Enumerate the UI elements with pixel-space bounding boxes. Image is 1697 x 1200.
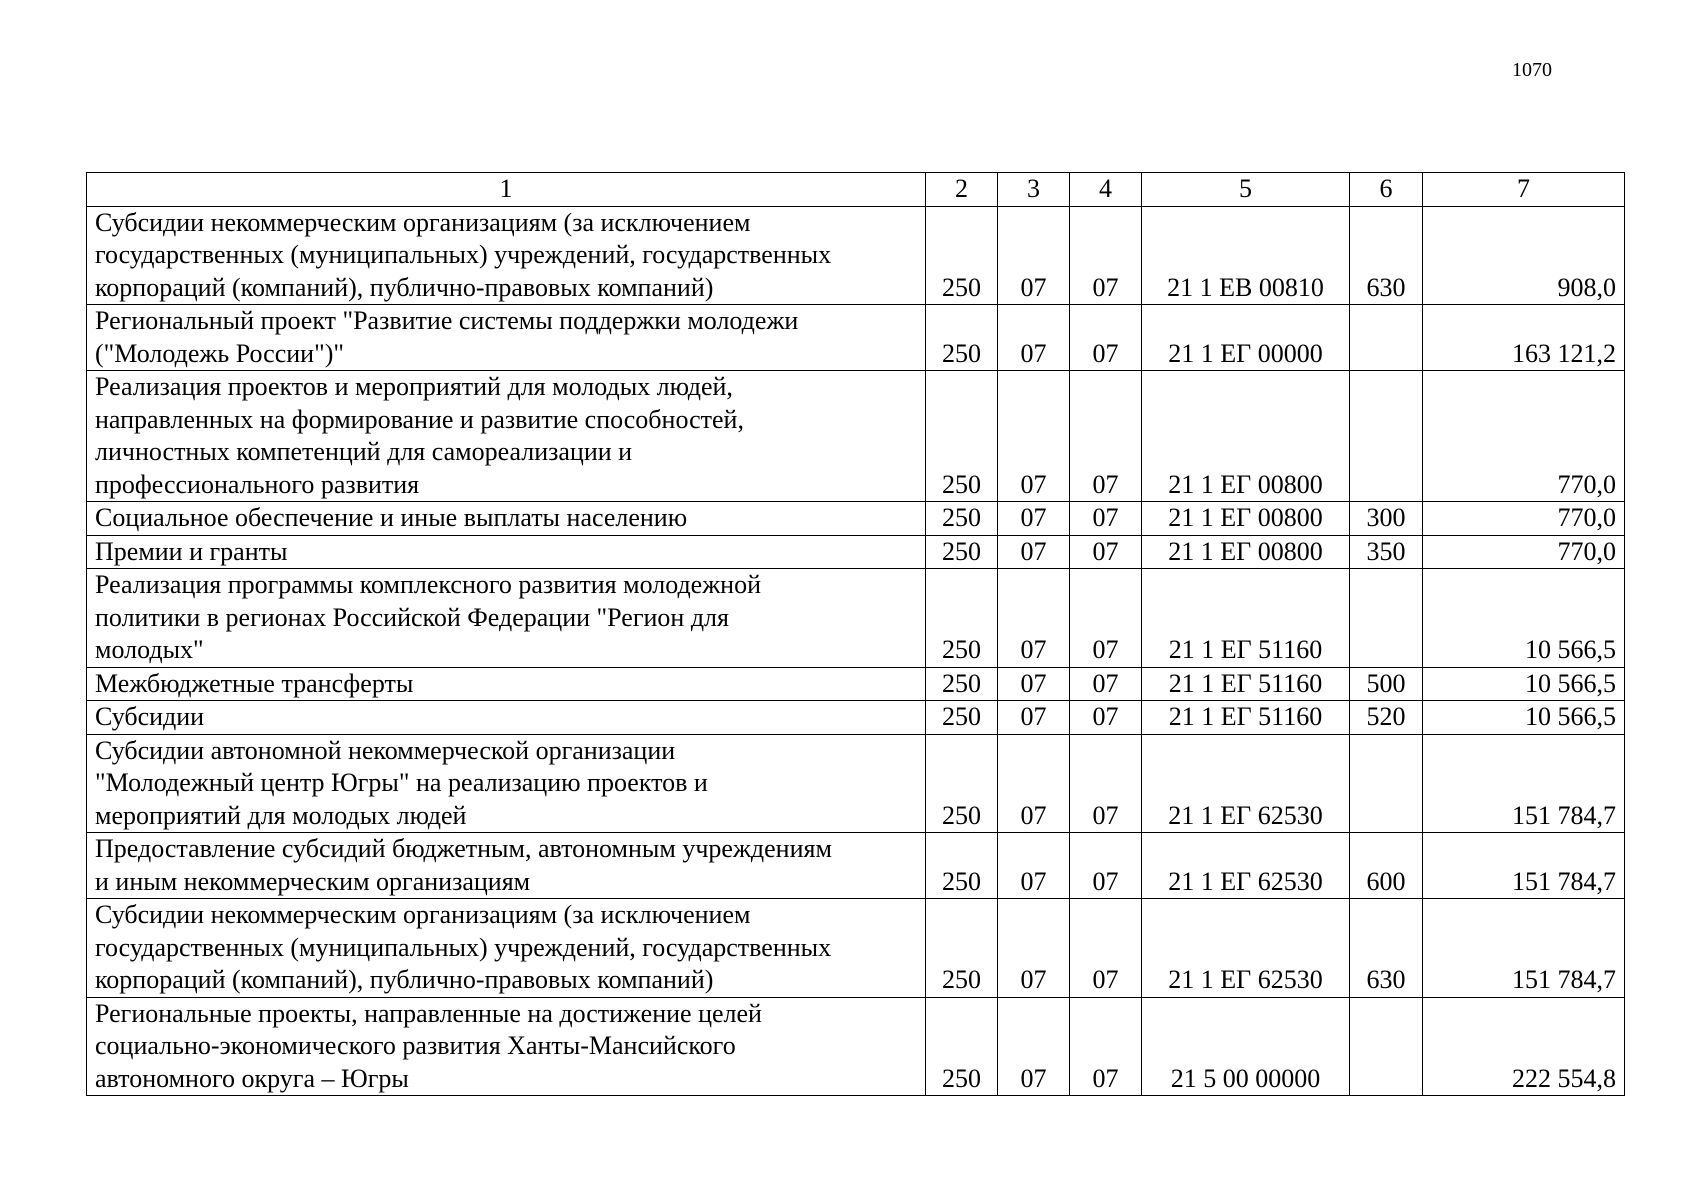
row-admin-code: 250 [926,305,998,371]
row-subsection: 07 [1070,667,1142,701]
row-amount: 222 554,8 [1423,997,1625,1096]
row-section: 07 [998,535,1070,569]
row-name: Премии и гранты [87,535,926,569]
row-expense-type: 600 [1350,833,1423,899]
row-name: Региональный проект "Развитие системы поддержки молодежи ("Молодежь России")" [87,305,926,371]
row-section: 07 [998,305,1070,371]
row-expense-type: 630 [1350,899,1423,998]
header-col-7: 7 [1423,173,1625,207]
table-row [87,997,1625,1096]
row-target-article: 21 5 00 00000 [1142,997,1350,1096]
row-name: Субсидии некоммерческим организациям (за исключением государственных (муниципальных) учреждений, государственных корпораций (компаний), публично-правовых компаний) [87,206,926,305]
row-section: 07 [998,502,1070,536]
row-section: 07 [998,701,1070,735]
row-target-article: 21 1 EГ 00800 [1142,535,1350,569]
row-amount: 10 566,5 [1423,701,1625,735]
row-target-article: 21 1 EB 00810 [1142,206,1350,305]
table-row [87,535,1625,569]
row-section: 07 [998,206,1070,305]
table-row [87,734,1625,833]
row-expense-type [1350,997,1423,1096]
row-expense-type [1350,371,1423,502]
row-subsection: 07 [1070,305,1142,371]
row-name: Субсидии некоммерческим организациям (за исключением государственных (муниципальных) учреждений, государственных корпораций (компаний), публично-правовых компаний) [87,899,926,998]
row-amount: 151 784,7 [1423,734,1625,833]
row-admin-code: 250 [926,701,998,735]
row-amount: 770,0 [1423,502,1625,536]
row-amount: 151 784,7 [1423,899,1625,998]
table-row [87,371,1625,502]
row-expense-type: 520 [1350,701,1423,735]
row-name: Социальное обеспечение и иные выплаты населению [87,502,926,536]
row-expense-type: 500 [1350,667,1423,701]
row-amount: 163 121,2 [1423,305,1625,371]
row-section: 07 [998,371,1070,502]
row-amount: 151 784,7 [1423,833,1625,899]
row-subsection: 07 [1070,206,1142,305]
row-subsection: 07 [1070,569,1142,668]
row-subsection: 07 [1070,833,1142,899]
row-subsection: 07 [1070,371,1142,502]
header-col-2: 2 [926,173,998,207]
row-section: 07 [998,899,1070,998]
row-admin-code: 250 [926,667,998,701]
row-amount: 10 566,5 [1423,569,1625,668]
header-col-4: 4 [1070,173,1142,207]
row-target-article: 21 1 EГ 51160 [1142,569,1350,668]
page-number: 1070 [1512,59,1552,81]
header-row [87,173,1625,207]
row-subsection: 07 [1070,997,1142,1096]
row-expense-type: 630 [1350,206,1423,305]
table-row [87,502,1625,536]
table-row [87,701,1625,735]
row-target-article: 21 1 EГ 00800 [1142,502,1350,536]
row-name: Субсидии автономной некоммерческой организации "Молодежный центр Югры" на реализацию проектов и мероприятий для молодых людей [87,734,926,833]
row-section: 07 [998,997,1070,1096]
row-name: Реализация программы комплексного развития молодежной политики в регионах Российской Федерации "Регион для молодых" [87,569,926,668]
header-col-6: 6 [1350,173,1423,207]
row-admin-code: 250 [926,535,998,569]
row-admin-code: 250 [926,734,998,833]
row-target-article: 21 1 EГ 51160 [1142,667,1350,701]
row-target-article: 21 1 EГ 51160 [1142,701,1350,735]
row-expense-type [1350,305,1423,371]
row-name: Региональные проекты, направленные на достижение целей социально-экономического развития Ханты-Мансийского автономного округа – Югры [87,997,926,1096]
row-expense-type: 350 [1350,535,1423,569]
row-amount: 10 566,5 [1423,667,1625,701]
row-name: Реализация проектов и мероприятий для молодых людей, направленных на формирование и развитие способностей, личностных компетенций для самореализации и профессионального развития [87,371,926,502]
row-section: 07 [998,569,1070,668]
row-name: Субсидии [87,701,926,735]
row-target-article: 21 1 EГ 62530 [1142,899,1350,998]
row-admin-code: 250 [926,569,998,668]
row-admin-code: 250 [926,997,998,1096]
table-row [87,305,1625,371]
row-section: 07 [998,734,1070,833]
row-amount: 770,0 [1423,535,1625,569]
table-row [87,833,1625,899]
row-admin-code: 250 [926,206,998,305]
row-admin-code: 250 [926,502,998,536]
header-col-5: 5 [1142,173,1350,207]
table-row [87,569,1625,668]
budget-table [86,172,1625,1096]
header-col-1: 1 [87,173,926,207]
row-subsection: 07 [1070,701,1142,735]
row-target-article: 21 1 EГ 00000 [1142,305,1350,371]
table-row [87,667,1625,701]
row-expense-type [1350,569,1423,668]
row-subsection: 07 [1070,535,1142,569]
row-name: Межбюджетные трансферты [87,667,926,701]
row-amount: 908,0 [1423,206,1625,305]
row-expense-type [1350,734,1423,833]
table-row [87,206,1625,305]
row-expense-type: 300 [1350,502,1423,536]
row-name: Предоставление субсидий бюджетным, автономным учреждениям и иным некоммерческим организациям [87,833,926,899]
row-section: 07 [998,667,1070,701]
row-amount: 770,0 [1423,371,1625,502]
row-subsection: 07 [1070,734,1142,833]
header-col-3: 3 [998,173,1070,207]
row-subsection: 07 [1070,502,1142,536]
row-admin-code: 250 [926,371,998,502]
row-target-article: 21 1 EГ 00800 [1142,371,1350,502]
row-admin-code: 250 [926,899,998,998]
row-subsection: 07 [1070,899,1142,998]
row-admin-code: 250 [926,833,998,899]
row-section: 07 [998,833,1070,899]
table-row [87,899,1625,998]
row-target-article: 21 1 EГ 62530 [1142,734,1350,833]
row-target-article: 21 1 EГ 62530 [1142,833,1350,899]
